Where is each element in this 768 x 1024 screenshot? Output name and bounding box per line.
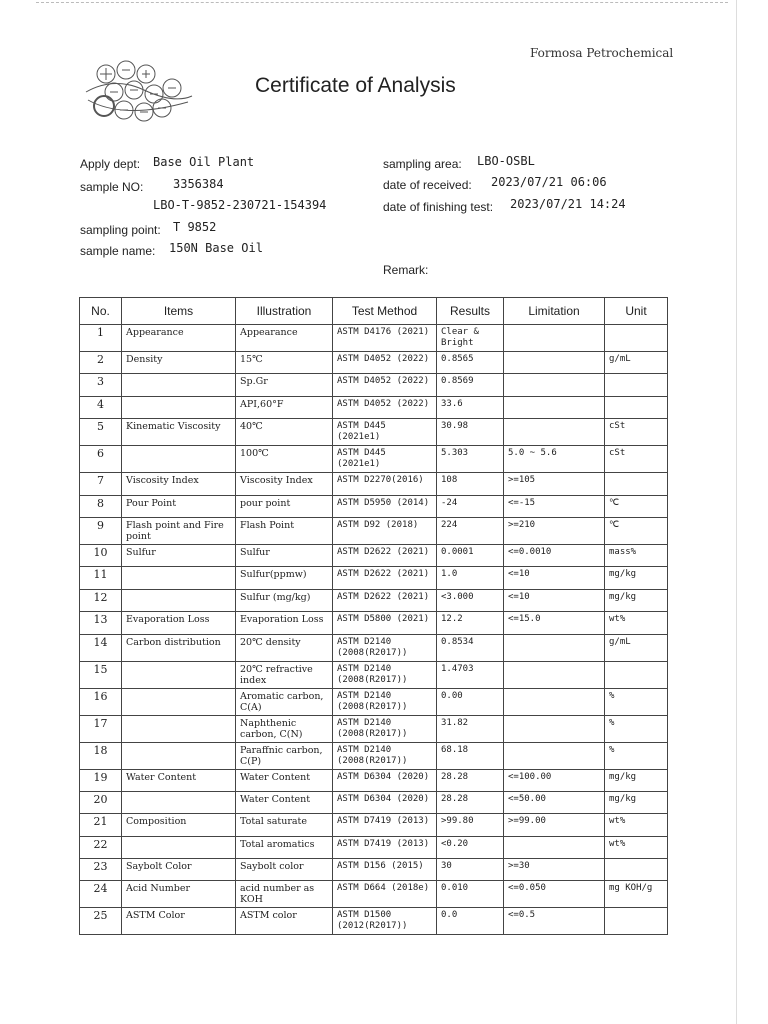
cell-result: 0.00 <box>437 688 504 715</box>
cell-item: Viscosity Index <box>122 473 236 495</box>
sampling-point-value: T 9852 <box>173 220 217 234</box>
cell-unit <box>605 325 668 352</box>
header-items: Items <box>122 298 236 325</box>
cell-result: <0.20 <box>437 836 504 858</box>
cell-test-method: ASTM D445 (2021e1) <box>333 446 437 473</box>
cell-result: 0.010 <box>437 881 504 908</box>
cell-item: Flash point and Fire point <box>122 517 236 544</box>
table-row <box>80 544 668 566</box>
cell-no: 18 <box>80 742 122 769</box>
date-finishing-label: date of finishing test: <box>383 200 494 214</box>
cell-result: 108 <box>437 473 504 495</box>
cell-test-method: ASTM D664 (2018e) <box>333 881 437 908</box>
table-row <box>80 419 668 446</box>
cell-no: 22 <box>80 836 122 858</box>
cell-unit: wt% <box>605 814 668 836</box>
cell-result: 28.28 <box>437 791 504 813</box>
cell-limitation <box>504 419 605 446</box>
table-row <box>80 814 668 836</box>
cell-unit: % <box>605 715 668 742</box>
cell-illustration: Water Content <box>236 791 333 813</box>
cell-test-method: ASTM D2140 (2008(R2017)) <box>333 715 437 742</box>
cell-item <box>122 836 236 858</box>
table-row <box>80 396 668 418</box>
cell-no: 9 <box>80 517 122 544</box>
date-received-value: 2023/07/21 06:06 <box>491 175 607 189</box>
cell-limitation <box>504 374 605 396</box>
cell-result: 28.28 <box>437 769 504 791</box>
cell-illustration: Evaporation Loss <box>236 612 333 634</box>
cell-limitation: >=30 <box>504 859 605 881</box>
cell-unit <box>605 661 668 688</box>
cell-result: 0.0001 <box>437 544 504 566</box>
apply-dept-value: Base Oil Plant <box>153 155 255 169</box>
table-row <box>80 612 668 634</box>
sample-no-label: sample NO: <box>80 180 144 194</box>
cell-illustration: ASTM color <box>236 908 333 935</box>
top-dashed-rule <box>36 2 728 3</box>
cell-test-method: ASTM D7419 (2013) <box>333 836 437 858</box>
cell-no: 10 <box>80 544 122 566</box>
cell-item <box>122 446 236 473</box>
cell-result: 0.8534 <box>437 634 504 661</box>
sampling-point-label: sampling point: <box>80 223 161 237</box>
table-row <box>80 881 668 908</box>
cell-no: 25 <box>80 908 122 935</box>
table-row <box>80 567 668 589</box>
cell-unit: % <box>605 742 668 769</box>
cell-illustration: Flash Point <box>236 517 333 544</box>
cell-result: 30 <box>437 859 504 881</box>
sample-no-value-2: LBO-T-9852-230721-154394 <box>153 198 327 212</box>
cell-no: 15 <box>80 661 122 688</box>
cell-no: 3 <box>80 374 122 396</box>
cell-illustration: Water Content <box>236 769 333 791</box>
cell-limitation: >=210 <box>504 517 605 544</box>
cell-item <box>122 396 236 418</box>
cell-unit: mg KOH/g <box>605 881 668 908</box>
cell-item: ASTM Color <box>122 908 236 935</box>
cell-result: >99.80 <box>437 814 504 836</box>
cell-test-method: ASTM D1500 (2012(R2017)) <box>333 908 437 935</box>
cell-item: Pour Point <box>122 495 236 517</box>
cell-illustration: 20℃ refractive index <box>236 661 333 688</box>
cell-result: 1.4703 <box>437 661 504 688</box>
cell-illustration: 15℃ <box>236 352 333 374</box>
cell-unit: g/mL <box>605 352 668 374</box>
cell-illustration: Total aromatics <box>236 836 333 858</box>
cell-test-method: ASTM D2140 (2008(R2017)) <box>333 688 437 715</box>
cell-illustration: Sulfur (mg/kg) <box>236 589 333 611</box>
cell-no: 13 <box>80 612 122 634</box>
cell-unit: mg/kg <box>605 589 668 611</box>
cell-item <box>122 374 236 396</box>
cell-illustration: Appearance <box>236 325 333 352</box>
sample-name-value: 150N Base Oil <box>169 241 263 255</box>
table-row <box>80 769 668 791</box>
cell-no: 19 <box>80 769 122 791</box>
sample-no-value: 3356384 <box>173 177 224 191</box>
cell-result: 12.2 <box>437 612 504 634</box>
cell-item <box>122 742 236 769</box>
cell-illustration: pour point <box>236 495 333 517</box>
cell-illustration: Total saturate <box>236 814 333 836</box>
table-row <box>80 859 668 881</box>
cell-limitation <box>504 742 605 769</box>
cell-unit: cSt <box>605 419 668 446</box>
cell-limitation: <=0.050 <box>504 881 605 908</box>
cell-test-method: ASTM D2270(2016) <box>333 473 437 495</box>
header-results: Results <box>437 298 504 325</box>
cell-no: 11 <box>80 567 122 589</box>
cell-test-method: ASTM D7419 (2013) <box>333 814 437 836</box>
cell-result: 31.82 <box>437 715 504 742</box>
table-row <box>80 473 668 495</box>
cell-test-method: ASTM D445 (2021e1) <box>333 419 437 446</box>
sample-name-label: sample name: <box>80 244 156 258</box>
cell-result: 68.18 <box>437 742 504 769</box>
cell-test-method: ASTM D92 (2018) <box>333 517 437 544</box>
header-test-method: Test Method <box>333 298 437 325</box>
cell-unit: wt% <box>605 612 668 634</box>
cell-result: 0.8565 <box>437 352 504 374</box>
table-row <box>80 836 668 858</box>
cell-unit <box>605 908 668 935</box>
cell-limitation: <=10 <box>504 589 605 611</box>
table-row <box>80 742 668 769</box>
cell-limitation: >=105 <box>504 473 605 495</box>
sampling-area-label: sampling area: <box>383 157 462 171</box>
cell-limitation: <=0.0010 <box>504 544 605 566</box>
remark-label: Remark: <box>383 263 429 277</box>
company-logo-icon <box>84 56 194 128</box>
cell-no: 7 <box>80 473 122 495</box>
table-row <box>80 661 668 688</box>
cell-illustration: Aromatic carbon, C(A) <box>236 688 333 715</box>
cell-unit <box>605 396 668 418</box>
cell-test-method: ASTM D4052 (2022) <box>333 374 437 396</box>
cell-item: Appearance <box>122 325 236 352</box>
cell-no: 21 <box>80 814 122 836</box>
cell-no: 6 <box>80 446 122 473</box>
cell-illustration: API,60°F <box>236 396 333 418</box>
cell-illustration: 20℃ density <box>236 634 333 661</box>
header-illustration: Illustration <box>236 298 333 325</box>
cell-unit: mg/kg <box>605 769 668 791</box>
cell-no: 12 <box>80 589 122 611</box>
cell-test-method: ASTM D4176 (2021) <box>333 325 437 352</box>
cell-illustration: Sp.Gr <box>236 374 333 396</box>
cell-no: 16 <box>80 688 122 715</box>
cell-illustration: acid number as KOH <box>236 881 333 908</box>
company-name: Formosa Petrochemical <box>530 46 674 60</box>
cell-result: 30.98 <box>437 419 504 446</box>
header-limitation: Limitation <box>504 298 605 325</box>
cell-no: 2 <box>80 352 122 374</box>
cell-test-method: ASTM D2622 (2021) <box>333 567 437 589</box>
cell-limitation <box>504 352 605 374</box>
cell-test-method: ASTM D2140 (2008(R2017)) <box>333 742 437 769</box>
header-unit: Unit <box>605 298 668 325</box>
cell-illustration: 40℃ <box>236 419 333 446</box>
cell-result: 5.303 <box>437 446 504 473</box>
cell-result: 224 <box>437 517 504 544</box>
table-row <box>80 634 668 661</box>
cell-result: 0.0 <box>437 908 504 935</box>
cell-test-method: ASTM D6304 (2020) <box>333 791 437 813</box>
cell-limitation: <=0.5 <box>504 908 605 935</box>
cell-unit: ℃ <box>605 517 668 544</box>
cell-result: 0.8569 <box>437 374 504 396</box>
cell-unit: mg/kg <box>605 791 668 813</box>
cell-unit <box>605 473 668 495</box>
table-row <box>80 908 668 935</box>
cell-limitation: >=99.00 <box>504 814 605 836</box>
table-row <box>80 446 668 473</box>
cell-test-method: ASTM D2140 (2008(R2017)) <box>333 661 437 688</box>
cell-test-method: ASTM D2140 (2008(R2017)) <box>333 634 437 661</box>
cell-limitation: 5.0 ~ 5.6 <box>504 446 605 473</box>
cell-result: Clear & Bright <box>437 325 504 352</box>
cell-item <box>122 688 236 715</box>
apply-dept-label: Apply dept: <box>80 157 141 171</box>
cell-item: Water Content <box>122 769 236 791</box>
cell-result: 33.6 <box>437 396 504 418</box>
cell-result: <3.000 <box>437 589 504 611</box>
cell-test-method: ASTM D6304 (2020) <box>333 769 437 791</box>
cell-test-method: ASTM D4052 (2022) <box>333 352 437 374</box>
table-row <box>80 352 668 374</box>
cell-item <box>122 791 236 813</box>
cell-unit: cSt <box>605 446 668 473</box>
scan-edge-line <box>736 0 737 1024</box>
cell-test-method: ASTM D5800 (2021) <box>333 612 437 634</box>
cell-no: 24 <box>80 881 122 908</box>
cell-result: -24 <box>437 495 504 517</box>
cell-limitation <box>504 396 605 418</box>
header-no: No. <box>80 298 122 325</box>
cell-limitation <box>504 688 605 715</box>
cell-limitation <box>504 634 605 661</box>
cell-item: Kinematic Viscosity <box>122 419 236 446</box>
cell-limitation: <=15.0 <box>504 612 605 634</box>
cell-unit: g/mL <box>605 634 668 661</box>
cell-item: Saybolt Color <box>122 859 236 881</box>
cell-unit <box>605 859 668 881</box>
table-row <box>80 495 668 517</box>
cell-unit: mass% <box>605 544 668 566</box>
cell-item: Sulfur <box>122 544 236 566</box>
cell-illustration: Paraffnic carbon, C(P) <box>236 742 333 769</box>
cell-item <box>122 567 236 589</box>
cell-item: Evaporation Loss <box>122 612 236 634</box>
cell-limitation <box>504 715 605 742</box>
table-row <box>80 715 668 742</box>
cell-result: 1.0 <box>437 567 504 589</box>
cell-illustration: Naphthenic carbon, C(N) <box>236 715 333 742</box>
cell-no: 23 <box>80 859 122 881</box>
table-row <box>80 517 668 544</box>
cell-no: 5 <box>80 419 122 446</box>
table-row <box>80 688 668 715</box>
cell-limitation: <=100.00 <box>504 769 605 791</box>
cell-limitation: <=-15 <box>504 495 605 517</box>
cell-item <box>122 715 236 742</box>
sampling-area-value: LBO-OSBL <box>477 154 535 168</box>
cell-no: 17 <box>80 715 122 742</box>
cell-test-method: ASTM D2622 (2021) <box>333 544 437 566</box>
cell-limitation <box>504 661 605 688</box>
cell-no: 14 <box>80 634 122 661</box>
date-finishing-value: 2023/07/21 14:24 <box>510 197 626 211</box>
cell-limitation <box>504 836 605 858</box>
cell-illustration: Viscosity Index <box>236 473 333 495</box>
table-row <box>80 791 668 813</box>
table-header-row <box>80 298 668 325</box>
cell-item: Carbon distribution <box>122 634 236 661</box>
cell-unit: ℃ <box>605 495 668 517</box>
cell-item: Acid Number <box>122 881 236 908</box>
cell-illustration: Saybolt color <box>236 859 333 881</box>
cell-limitation: <=50.00 <box>504 791 605 813</box>
cell-test-method: ASTM D156 (2015) <box>333 859 437 881</box>
cell-limitation: <=10 <box>504 567 605 589</box>
cell-illustration: 100℃ <box>236 446 333 473</box>
date-received-label: date of received: <box>383 178 472 192</box>
cell-test-method: ASTM D2622 (2021) <box>333 589 437 611</box>
cell-no: 8 <box>80 495 122 517</box>
cell-no: 4 <box>80 396 122 418</box>
cell-item <box>122 661 236 688</box>
cell-unit <box>605 374 668 396</box>
analysis-table <box>79 297 668 935</box>
cell-illustration: Sulfur(ppmw) <box>236 567 333 589</box>
cell-test-method: ASTM D4052 (2022) <box>333 396 437 418</box>
cell-limitation <box>504 325 605 352</box>
table-row <box>80 374 668 396</box>
cell-unit: % <box>605 688 668 715</box>
cell-no: 20 <box>80 791 122 813</box>
cell-item: Density <box>122 352 236 374</box>
cell-item <box>122 589 236 611</box>
cell-illustration: Sulfur <box>236 544 333 566</box>
cell-item: Composition <box>122 814 236 836</box>
table-row <box>80 589 668 611</box>
cell-test-method: ASTM D5950 (2014) <box>333 495 437 517</box>
cell-unit: wt% <box>605 836 668 858</box>
table-row <box>80 325 668 352</box>
cell-unit: mg/kg <box>605 567 668 589</box>
document-title: Certificate of Analysis <box>255 74 456 97</box>
cell-no: 1 <box>80 325 122 352</box>
